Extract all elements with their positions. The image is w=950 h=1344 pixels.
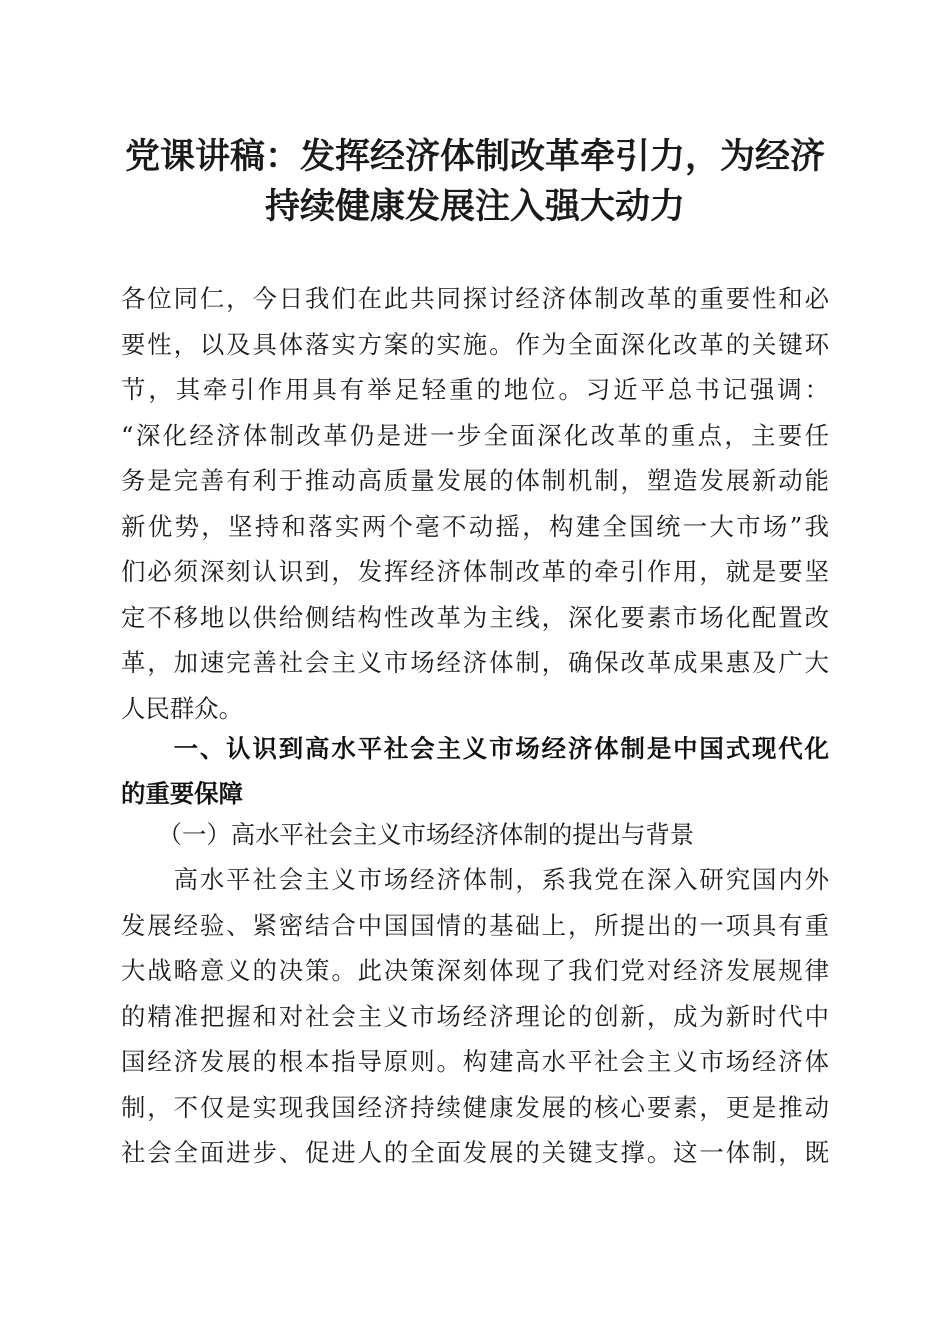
text-line: 制，不仅是实现我国经济持续健康发展的核心要素，更是推动	[121, 1092, 829, 1122]
section-heading-1	[121, 726, 829, 816]
text-line: 要性，以及具体落实方案的实施。作为全面深化改革的关键环	[121, 329, 829, 359]
title-line-1: 党课讲稿：发挥经济体制改革牵引力，为经济	[124, 136, 825, 177]
text-line: 发展经验、紧密结合中国国情的基础上，所提出的一项具有重	[121, 910, 829, 940]
text-line: 社会全面进步、促进人的全面发展的关键支撑。这一体制，既	[121, 1138, 829, 1167]
text-line: 的精准把握和对社会主义市场经济理论的创新，成为新时代中	[121, 1001, 829, 1031]
document-title	[110, 132, 840, 232]
text-line: 革，加速完善社会主义市场经济体制，确保改革成果惠及广大	[121, 648, 829, 677]
paragraph-2	[121, 857, 829, 1176]
text-line: 国经济发展的根本指导原则。构建高水平社会主义市场经济体	[121, 1047, 829, 1076]
text-line: 务是完善有利于推动高质量发展的体制机制，塑造发展新动能	[121, 466, 829, 495]
text-line: 人民群众。	[121, 693, 243, 723]
title-line-2: 持续健康发展注入强大动力	[264, 186, 685, 227]
subsection-heading-1	[121, 812, 829, 857]
text-line: 高水平社会主义市场经济体制，系我党在深入研究国内外	[121, 865, 829, 894]
text-line: 各位同仁，今日我们在此共同探讨经济体制改革的重要性和必	[121, 284, 829, 313]
text-line: 新优势，坚持和落实两个毫不动摇，构建全国统一大市场”我	[121, 511, 829, 541]
text-line: 大战略意义的决策。此决策深刻体现了我们党对经济发展规律	[121, 956, 829, 985]
intro-paragraph	[121, 276, 829, 731]
section-heading-line: 的重要保障	[121, 779, 243, 808]
section-heading-line: 一、认识到高水平社会主义市场经济体制是中国式现代化	[121, 734, 829, 763]
text-line: “深化经济体制改革仍是进一步全面深化改革的重点，主要任	[121, 420, 829, 450]
subsection-heading-line: （一）高水平社会主义市场经济体制的提出与背景	[121, 820, 695, 849]
text-line: 节，其牵引作用具有举足轻重的地位。习近平总书记强调：	[121, 375, 829, 404]
text-line: 定不移地以供给侧结构性改革为主线，深化要素市场化配置改	[121, 602, 829, 632]
text-line: 们必须深刻认识到，发挥经济体制改革的牵引作用，就是要坚	[121, 557, 829, 586]
